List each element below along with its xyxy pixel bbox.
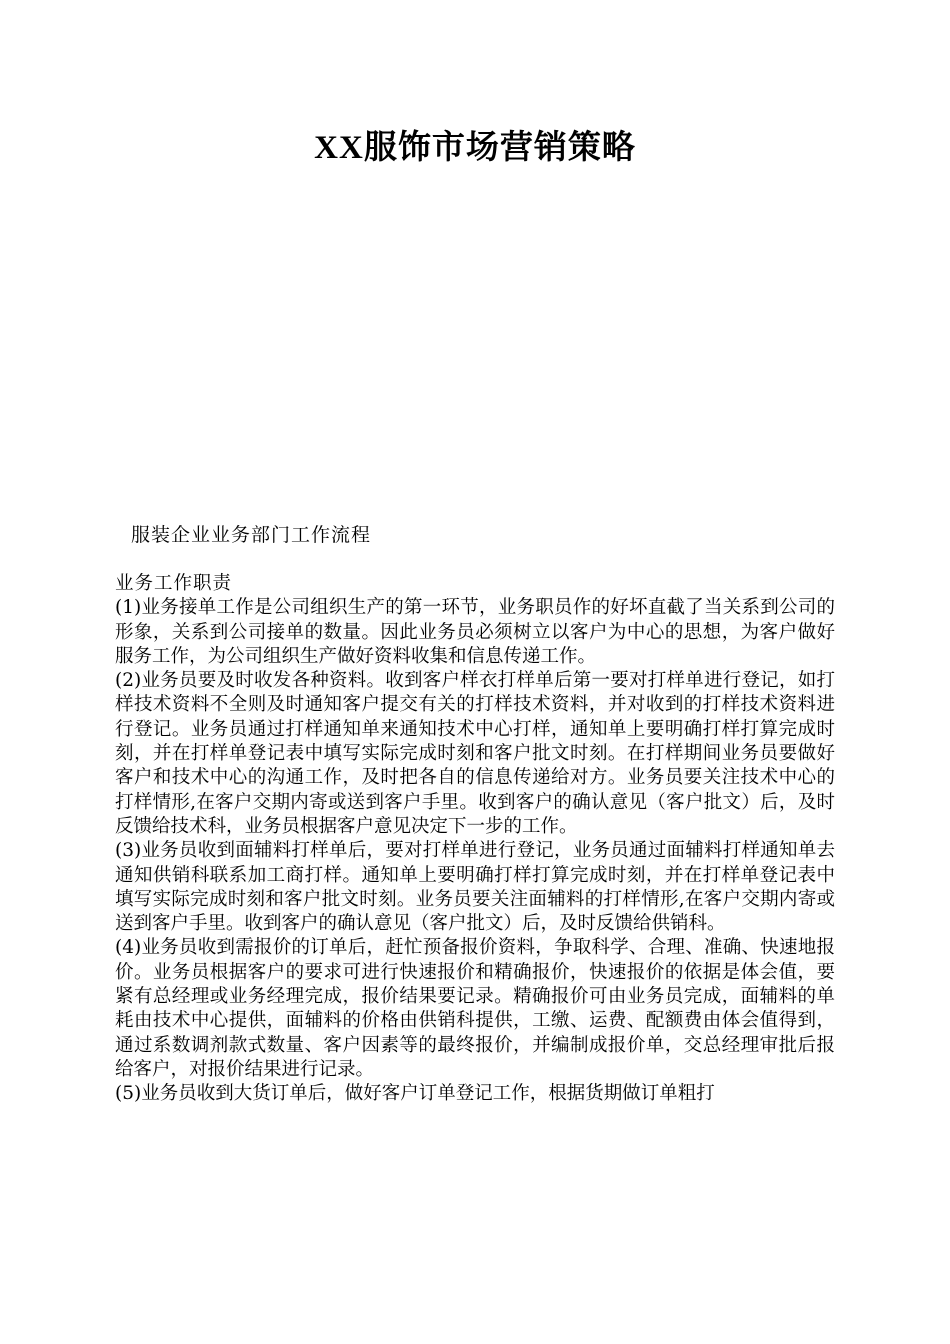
document-title: XX服饰市场营销策略 — [314, 130, 636, 166]
document-body — [115, 572, 835, 1107]
paragraph-3: (3)业务员收到面辅料打样单后，要对打样单进行登记，业务员通过面辅料打样通知单去通知供销科联系加工商打样。通知单上要明确打样打算完成时刻，并在打样单登记表中填写实际完成时刻和客户批文时刻。业务员要关注面辅料的打样情形,在客户交期内寄或送到客户手里。收到客户的确认意见（客户批文）后，及时反馈给供销科。 — [115, 840, 835, 935]
section-heading: 业务工作职责 — [115, 573, 233, 594]
paragraph-2: (2)业务员要及时收发各种资料。收到客户样衣打样单后第一要对打样单进行登记，如打样技术资料不全则及时通知客户提交有关的打样技术资料，并对收到的打样技术资料进行登记。业务员通过打样通知单来通知技术中心打样，通知单上要明确打样打算完成时刻，并在打样单登记表中填写实际完成时刻和客户批文时刻。在打样期间业务员要做好客户和技术中心的沟通工作，及时把各自的信息传递给对方。业务员要关注技术中心的打样情形,在客户交期内寄或送到客户手里。收到客户的确认意见（客户批文）后，及时反馈给技术科，业务员根据客户意见决定下一步的工作。 — [115, 670, 835, 837]
paragraph-1: (1)业务接单工作是公司组织生产的第一环节，业务职员作的好坏直截了当关系到公司的形象，关系到公司接单的数量。因此业务员必须树立以客户为中心的思想，为客户做好服务工作，为公司组织生产做好资料收集和信息传递工作。 — [115, 597, 835, 667]
paragraph-4: (4)业务员收到需报价的订单后，赶忙预备报价资料，争取科学、合理、准确、快速地报价。业务员根据客户的要求可进行快速报价和精确报价，快速报价的依据是体会值，要紧有总经理或业务经理完成，报价结果要记录。精确报价可由业务员完成，面辅料的单耗由技术中心提供，面辅料的价格由供销科提供，工缴、运费、配额费由体会值得到，通过系数调剂款式数量、客户因素等的最终报价，并编制成报价单，交总经理审批后报给客户，对报价结果进行记录。 — [115, 937, 835, 1080]
paragraph-5: (5)业务员收到大货订单后，做好客户订单登记工作，根据货期做订单粗打 — [115, 1083, 715, 1105]
document-subtitle: 服装企业业务部门工作流程 — [131, 524, 372, 546]
